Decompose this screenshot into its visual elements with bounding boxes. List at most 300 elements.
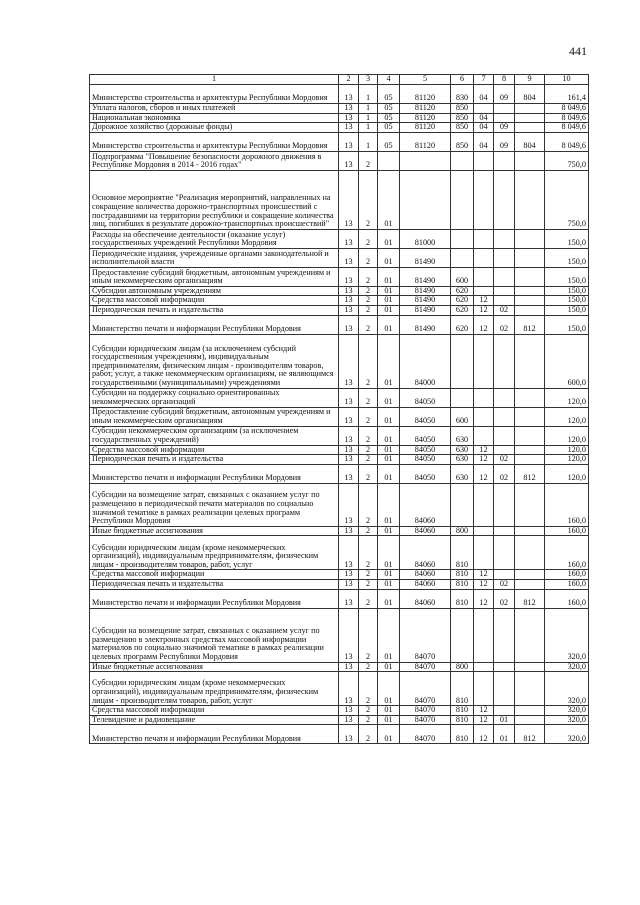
code-cell <box>474 407 494 426</box>
code-cell: 600 <box>451 407 474 426</box>
code-cell: 13 <box>339 715 359 725</box>
row-name-cell: Субсидии некоммерческим организациям (за исключением государственных учреждений) <box>90 426 339 445</box>
code-cell <box>400 170 451 229</box>
code-cell <box>494 388 515 407</box>
table-row <box>90 715 589 725</box>
amount-cell: 320,0 <box>545 662 589 672</box>
code-cell: 810 <box>451 725 474 744</box>
code-cell: 1 <box>359 104 378 114</box>
code-cell <box>494 483 515 526</box>
code-cell <box>515 286 545 296</box>
code-cell <box>494 296 515 306</box>
code-cell: 620 <box>451 296 474 306</box>
code-cell: 13 <box>339 526 359 536</box>
code-cell <box>515 706 545 716</box>
code-cell <box>474 608 494 662</box>
row-name-cell: Периодическая печать и издательства <box>90 455 339 465</box>
code-cell: 12 <box>474 445 494 455</box>
table-row <box>90 229 589 248</box>
row-name-cell: Национальная экономика <box>90 113 339 123</box>
code-cell <box>515 388 545 407</box>
row-name-cell: Предоставление субсидий бюджетным, автономным учреждениям и иным некоммерческим организациям <box>90 407 339 426</box>
code-cell <box>474 104 494 114</box>
code-cell: 84060 <box>400 589 451 608</box>
code-cell <box>494 267 515 286</box>
amount-cell: 150,0 <box>545 315 589 334</box>
amount-cell: 150,0 <box>545 229 589 248</box>
code-cell <box>494 608 515 662</box>
code-cell: 630 <box>451 464 474 483</box>
code-cell: 13 <box>339 248 359 267</box>
code-cell: 84050 <box>400 388 451 407</box>
code-cell: 13 <box>339 455 359 465</box>
code-cell: 01 <box>378 706 400 716</box>
code-cell: 01 <box>378 455 400 465</box>
code-cell <box>515 662 545 672</box>
code-cell <box>494 334 515 388</box>
code-cell: 850 <box>451 123 474 133</box>
code-cell: 12 <box>474 589 494 608</box>
code-cell: 13 <box>339 104 359 114</box>
code-cell: 01 <box>378 464 400 483</box>
code-cell <box>474 483 494 526</box>
code-cell <box>494 526 515 536</box>
code-cell <box>515 715 545 725</box>
code-cell: 01 <box>378 608 400 662</box>
code-cell <box>451 334 474 388</box>
code-cell: 01 <box>378 725 400 744</box>
code-cell: 01 <box>378 672 400 706</box>
code-cell: 12 <box>474 725 494 744</box>
code-cell <box>474 334 494 388</box>
code-cell: 84000 <box>400 334 451 388</box>
code-cell: 09 <box>494 123 515 133</box>
row-name-cell: Основное мероприятие "Реализация мероприятий, направленных на сокращение количества дорожно-транспортных происшествий с пострадавшими на территории республики и сокращение количества лиц, погибших в результате дорожно-транспортных происшествий" <box>90 170 339 229</box>
amount-cell: 8 049,6 <box>545 123 589 133</box>
code-cell: 01 <box>378 334 400 388</box>
table-row <box>90 725 589 744</box>
code-cell: 84060 <box>400 579 451 589</box>
code-cell <box>474 526 494 536</box>
code-cell <box>474 229 494 248</box>
row-name-cell: Телевидение и радиовещание <box>90 715 339 725</box>
code-cell: 1 <box>359 123 378 133</box>
code-cell: 01 <box>378 315 400 334</box>
code-cell: 13 <box>339 315 359 334</box>
code-cell: 84060 <box>400 536 451 570</box>
code-cell: 13 <box>339 113 359 123</box>
code-cell <box>494 229 515 248</box>
table-row <box>90 113 589 123</box>
amount-cell: 120,0 <box>545 445 589 455</box>
code-cell: 810 <box>451 536 474 570</box>
code-cell: 2 <box>359 579 378 589</box>
code-cell: 13 <box>339 85 359 104</box>
code-cell: 13 <box>339 672 359 706</box>
code-cell: 01 <box>378 483 400 526</box>
code-cell: 01 <box>378 662 400 672</box>
code-cell <box>494 445 515 455</box>
code-cell <box>515 426 545 445</box>
table-row <box>90 483 589 526</box>
code-cell <box>494 426 515 445</box>
code-cell: 2 <box>359 526 378 536</box>
code-cell: 01 <box>378 267 400 286</box>
code-cell <box>515 229 545 248</box>
code-cell <box>515 104 545 114</box>
code-cell: 2 <box>359 570 378 580</box>
code-cell: 01 <box>378 407 400 426</box>
table-row <box>90 579 589 589</box>
code-cell <box>515 123 545 133</box>
column-header: 7 <box>474 75 494 85</box>
code-cell: 12 <box>474 706 494 716</box>
amount-cell: 160,0 <box>545 570 589 580</box>
code-cell: 810 <box>451 589 474 608</box>
code-cell: 12 <box>474 579 494 589</box>
table-row <box>90 267 589 286</box>
table-row <box>90 662 589 672</box>
code-cell <box>515 170 545 229</box>
code-cell: 2 <box>359 536 378 570</box>
row-name-cell: Субсидии юридическим лицам (кроме некоммерческих организаций), индивидуальным предпринимателям, физическим лицам - производителям товаров, работ, услуг <box>90 672 339 706</box>
code-cell: 09 <box>494 85 515 104</box>
column-header: 1 <box>90 75 339 85</box>
code-cell: 05 <box>378 104 400 114</box>
code-cell <box>494 151 515 170</box>
code-cell <box>494 104 515 114</box>
code-cell: 81120 <box>400 104 451 114</box>
code-cell <box>515 570 545 580</box>
amount-cell: 750,0 <box>545 170 589 229</box>
code-cell: 2 <box>359 170 378 229</box>
code-cell <box>515 334 545 388</box>
row-name-cell: Средства массовой информации <box>90 445 339 455</box>
code-cell <box>494 170 515 229</box>
code-cell <box>451 483 474 526</box>
row-name-cell: Субсидии на возмещение затрат, связанных с оказанием услуг по размещению в электронных средствах массовой информации материалов по социально значимой тематике в рамках реализации целевых программ Республики Мордовия <box>90 608 339 662</box>
amount-cell: 160,0 <box>545 536 589 570</box>
code-cell: 2 <box>359 662 378 672</box>
code-cell: 04 <box>474 85 494 104</box>
code-cell: 01 <box>494 715 515 725</box>
amount-cell: 120,0 <box>545 464 589 483</box>
code-cell: 13 <box>339 407 359 426</box>
code-cell: 1 <box>359 113 378 123</box>
code-cell: 01 <box>378 579 400 589</box>
code-cell: 81120 <box>400 85 451 104</box>
code-cell: 2 <box>359 715 378 725</box>
code-cell: 13 <box>339 464 359 483</box>
code-cell: 84070 <box>400 672 451 706</box>
row-name-cell: Уплата налогов, сборов и иных платежей <box>90 104 339 114</box>
code-cell: 804 <box>515 85 545 104</box>
column-header: 5 <box>400 75 451 85</box>
row-name-cell: Периодические издания, учрежденные органами законодательной и исполнительной власти <box>90 248 339 267</box>
code-cell: 84070 <box>400 715 451 725</box>
code-cell: 810 <box>451 579 474 589</box>
code-cell: 13 <box>339 132 359 151</box>
amount-cell: 150,0 <box>545 296 589 306</box>
amount-cell: 320,0 <box>545 715 589 725</box>
row-name-cell: Иные бюджетные ассигнования <box>90 526 339 536</box>
code-cell: 02 <box>494 464 515 483</box>
code-cell: 2 <box>359 305 378 315</box>
amount-cell: 750,0 <box>545 151 589 170</box>
code-cell <box>515 579 545 589</box>
code-cell: 81000 <box>400 229 451 248</box>
code-cell: 81120 <box>400 113 451 123</box>
code-cell <box>451 170 474 229</box>
code-cell: 01 <box>378 536 400 570</box>
code-cell: 2 <box>359 706 378 716</box>
code-cell: 1 <box>359 132 378 151</box>
code-cell: 02 <box>494 589 515 608</box>
code-cell: 09 <box>494 132 515 151</box>
code-cell: 84050 <box>400 464 451 483</box>
code-cell: 01 <box>378 286 400 296</box>
code-cell: 800 <box>451 662 474 672</box>
code-cell: 2 <box>359 407 378 426</box>
code-cell: 850 <box>451 113 474 123</box>
code-cell <box>378 151 400 170</box>
table-row <box>90 608 589 662</box>
code-cell: 810 <box>451 706 474 716</box>
table-row <box>90 305 589 315</box>
code-cell: 84070 <box>400 706 451 716</box>
code-cell: 2 <box>359 315 378 334</box>
row-name-cell: Предоставление субсидий бюджетным, автономным учреждениям и иным некоммерческим организациям <box>90 267 339 286</box>
column-header: 2 <box>339 75 359 85</box>
amount-cell: 161,4 <box>545 85 589 104</box>
code-cell: 81490 <box>400 305 451 315</box>
code-cell <box>451 229 474 248</box>
code-cell: 84060 <box>400 483 451 526</box>
code-cell: 04 <box>474 113 494 123</box>
amount-cell: 150,0 <box>545 305 589 315</box>
code-cell: 812 <box>515 725 545 744</box>
code-cell: 804 <box>515 132 545 151</box>
code-cell: 2 <box>359 248 378 267</box>
code-cell: 13 <box>339 589 359 608</box>
amount-cell: 150,0 <box>545 248 589 267</box>
code-cell: 12 <box>474 464 494 483</box>
code-cell: 05 <box>378 132 400 151</box>
row-name-cell: Периодическая печать и издательства <box>90 305 339 315</box>
amount-cell: 320,0 <box>545 608 589 662</box>
code-cell: 13 <box>339 662 359 672</box>
code-cell: 2 <box>359 725 378 744</box>
amount-cell: 150,0 <box>545 286 589 296</box>
code-cell: 2 <box>359 426 378 445</box>
code-cell: 812 <box>515 464 545 483</box>
table-row <box>90 123 589 133</box>
column-header: 3 <box>359 75 378 85</box>
code-cell: 12 <box>474 715 494 725</box>
row-name-cell: Министерство печати и информации Республики Мордовия <box>90 464 339 483</box>
table-row <box>90 296 589 306</box>
code-cell: 04 <box>474 132 494 151</box>
row-name-cell: Подпрограмма "Повышение безопасности дорожного движения в Республике Мордовия в 2014 - 2016 годах" <box>90 151 339 170</box>
code-cell: 12 <box>474 296 494 306</box>
table-row <box>90 248 589 267</box>
table-row <box>90 464 589 483</box>
code-cell: 812 <box>515 315 545 334</box>
code-cell: 84070 <box>400 725 451 744</box>
code-cell <box>515 455 545 465</box>
code-cell: 2 <box>359 589 378 608</box>
code-cell: 81490 <box>400 248 451 267</box>
amount-cell: 120,0 <box>545 426 589 445</box>
code-cell <box>515 608 545 662</box>
code-cell: 13 <box>339 123 359 133</box>
code-cell: 13 <box>339 229 359 248</box>
row-name-cell: Субсидии юридическим лицам (кроме некоммерческих организаций), индивидуальным предпринимателям, физическим лицам - производителям товаров, работ, услуг <box>90 536 339 570</box>
code-cell: 02 <box>494 315 515 334</box>
code-cell: 13 <box>339 579 359 589</box>
code-cell <box>494 536 515 570</box>
code-cell: 81120 <box>400 123 451 133</box>
code-cell <box>474 388 494 407</box>
code-cell <box>474 426 494 445</box>
code-cell: 620 <box>451 286 474 296</box>
code-cell: 2 <box>359 608 378 662</box>
code-cell <box>494 662 515 672</box>
row-name-cell: Средства массовой информации <box>90 296 339 306</box>
code-cell: 13 <box>339 296 359 306</box>
code-cell <box>515 151 545 170</box>
code-cell: 2 <box>359 445 378 455</box>
code-cell: 812 <box>515 589 545 608</box>
table-row <box>90 85 589 104</box>
column-header: 10 <box>545 75 589 85</box>
row-name-cell: Министерство строительства и архитектуры Республики Мордовия <box>90 85 339 104</box>
code-cell: 2 <box>359 388 378 407</box>
code-cell <box>515 672 545 706</box>
table-row <box>90 526 589 536</box>
table-row <box>90 407 589 426</box>
code-cell: 12 <box>474 455 494 465</box>
code-cell <box>494 286 515 296</box>
code-cell: 01 <box>378 170 400 229</box>
table-row <box>90 334 589 388</box>
code-cell: 01 <box>378 229 400 248</box>
amount-cell: 150,0 <box>545 267 589 286</box>
code-cell: 2 <box>359 672 378 706</box>
code-cell <box>474 267 494 286</box>
row-name-cell: Министерство печати и информации Республики Мордовия <box>90 315 339 334</box>
code-cell: 800 <box>451 526 474 536</box>
code-cell <box>494 672 515 706</box>
code-cell: 13 <box>339 536 359 570</box>
code-cell: 810 <box>451 715 474 725</box>
table-row <box>90 132 589 151</box>
code-cell: 01 <box>378 445 400 455</box>
amount-cell: 8 049,6 <box>545 132 589 151</box>
budget-table <box>89 74 589 744</box>
code-cell <box>474 151 494 170</box>
row-name-cell: Субсидии юридическим лицам (за исключением субсидий государственным учреждениям), индивидуальным предпринимателям, физическим лицам - производителям товаров, работ, услуг, а также некоммерческим организациям, не являющимся государственными (муниципальными) учреждениями <box>90 334 339 388</box>
row-name-cell: Средства массовой информации <box>90 570 339 580</box>
code-cell: 81490 <box>400 267 451 286</box>
amount-cell: 8 049,6 <box>545 113 589 123</box>
code-cell: 830 <box>451 85 474 104</box>
code-cell <box>451 388 474 407</box>
code-cell <box>451 248 474 267</box>
row-name-cell: Субсидии на возмещение затрат, связанных с оказанием услуг по размещению в периодической печати материалов по социально значимой тематике в рамках реализации целевых программ Республики Мордовия <box>90 483 339 526</box>
code-cell: 13 <box>339 170 359 229</box>
code-cell <box>515 445 545 455</box>
column-header: 9 <box>515 75 545 85</box>
table-row <box>90 589 589 608</box>
amount-cell: 160,0 <box>545 589 589 608</box>
row-name-cell: Министерство печати и информации Республики Мордовия <box>90 725 339 744</box>
code-cell <box>494 407 515 426</box>
amount-cell: 160,0 <box>545 483 589 526</box>
code-cell: 13 <box>339 334 359 388</box>
code-cell: 84050 <box>400 407 451 426</box>
table-row <box>90 426 589 445</box>
table-row <box>90 672 589 706</box>
table-row <box>90 706 589 716</box>
code-cell <box>474 286 494 296</box>
code-cell: 13 <box>339 483 359 526</box>
amount-cell: 320,0 <box>545 706 589 716</box>
code-cell <box>494 570 515 580</box>
code-cell: 84070 <box>400 608 451 662</box>
column-header: 6 <box>451 75 474 85</box>
code-cell: 05 <box>378 113 400 123</box>
table-row <box>90 536 589 570</box>
code-cell: 13 <box>339 151 359 170</box>
code-cell: 13 <box>339 388 359 407</box>
code-cell: 2 <box>359 334 378 388</box>
amount-cell: 120,0 <box>545 407 589 426</box>
amount-cell: 320,0 <box>545 672 589 706</box>
table-header-row <box>90 75 589 85</box>
row-name-cell: Министерство печати и информации Республики Мордовия <box>90 589 339 608</box>
code-cell: 630 <box>451 455 474 465</box>
row-name-cell: Иные бюджетные ассигнования <box>90 662 339 672</box>
table-row <box>90 104 589 114</box>
code-cell: 13 <box>339 706 359 716</box>
code-cell <box>474 170 494 229</box>
table-row <box>90 455 589 465</box>
table-row <box>90 570 589 580</box>
code-cell: 13 <box>339 286 359 296</box>
page-number: 441 <box>569 44 587 58</box>
code-cell: 05 <box>378 123 400 133</box>
code-cell: 81490 <box>400 296 451 306</box>
code-cell <box>494 706 515 716</box>
amount-cell: 320,0 <box>545 725 589 744</box>
code-cell <box>451 608 474 662</box>
code-cell: 05 <box>378 85 400 104</box>
amount-cell: 160,0 <box>545 526 589 536</box>
code-cell: 81490 <box>400 286 451 296</box>
code-cell <box>515 407 545 426</box>
code-cell: 02 <box>494 455 515 465</box>
code-cell: 13 <box>339 725 359 744</box>
table-row <box>90 151 589 170</box>
code-cell <box>515 113 545 123</box>
code-cell: 01 <box>378 589 400 608</box>
code-cell: 2 <box>359 296 378 306</box>
code-cell <box>515 248 545 267</box>
code-cell: 81120 <box>400 132 451 151</box>
row-name-cell: Министерство строительства и архитектуры Республики Мордовия <box>90 132 339 151</box>
code-cell: 2 <box>359 229 378 248</box>
